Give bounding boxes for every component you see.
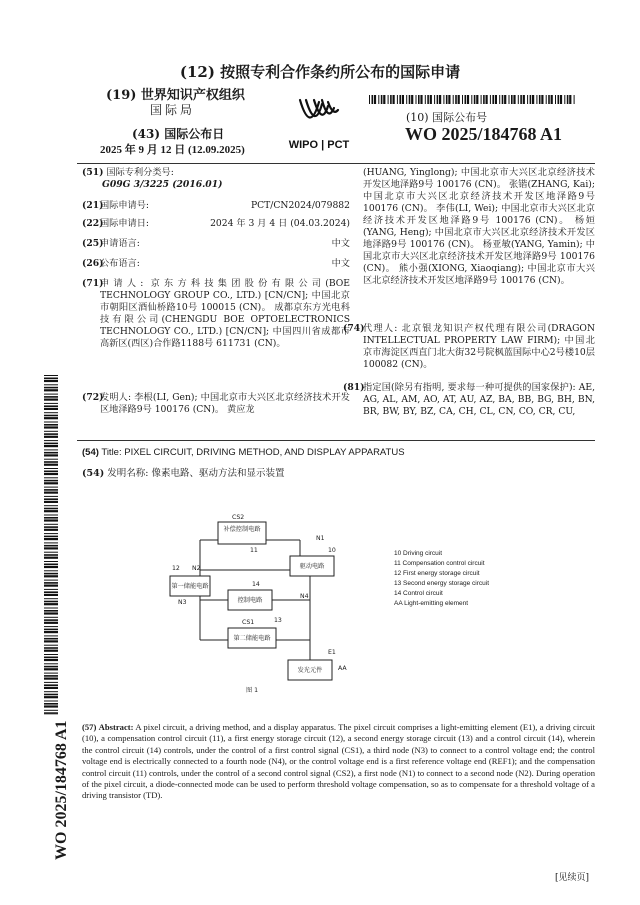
barcode-bar bbox=[474, 95, 476, 104]
first-storage-label: 第一储能电路 bbox=[171, 583, 209, 590]
barcode-bar bbox=[548, 95, 550, 104]
node-n3: N3 bbox=[178, 599, 187, 606]
barcode-bar bbox=[44, 524, 58, 525]
barcode-bar bbox=[486, 95, 488, 104]
barcode-bar bbox=[402, 95, 404, 104]
biblio-divider bbox=[77, 440, 595, 441]
barcode-bar bbox=[569, 95, 571, 104]
barcode-bar bbox=[44, 612, 58, 614]
barcode-bar bbox=[44, 626, 58, 627]
barcode-bar bbox=[44, 542, 58, 543]
barcode-bar bbox=[44, 533, 58, 534]
inventor-number: (72) bbox=[82, 392, 104, 403]
barcode-bar bbox=[44, 682, 58, 683]
barcode-bar bbox=[44, 515, 58, 516]
barcode-bar bbox=[44, 536, 58, 538]
barcode-bar bbox=[44, 517, 58, 519]
barcode-bar bbox=[44, 617, 58, 618]
barcode-bar bbox=[446, 95, 448, 104]
barcode-bar bbox=[523, 95, 525, 104]
barcode-bar bbox=[44, 412, 58, 413]
figure-caption: 图 1 bbox=[246, 687, 259, 694]
barcode-bar bbox=[383, 95, 385, 104]
barcode-bar bbox=[44, 394, 58, 395]
barcode-bar bbox=[44, 498, 58, 500]
agent-number: (74) bbox=[343, 323, 365, 334]
barcode-bar bbox=[393, 95, 395, 104]
compensation-control-label: 补偿控制电路 bbox=[223, 526, 261, 533]
side-publication-number: WO 2025/184768 A1 bbox=[53, 720, 70, 860]
title-en-number: (54) bbox=[82, 447, 99, 458]
barcode-bar bbox=[44, 538, 58, 540]
ref-aa: AA bbox=[338, 665, 347, 672]
circuit-diagram bbox=[160, 510, 360, 695]
node-n2: N2 bbox=[192, 565, 201, 572]
barcode-bar bbox=[44, 589, 58, 590]
barcode-bar bbox=[44, 608, 58, 609]
barcode-bar bbox=[44, 657, 58, 659]
barcode-bar bbox=[532, 95, 534, 104]
barcode-bar bbox=[44, 464, 58, 466]
barcode-bar bbox=[44, 668, 58, 670]
agent-field bbox=[343, 323, 595, 371]
barcode-bar bbox=[390, 95, 392, 104]
barcode-bar bbox=[425, 95, 426, 104]
barcode-bar bbox=[44, 666, 58, 668]
barcode-bar bbox=[481, 95, 482, 104]
barcode-bar bbox=[530, 95, 532, 104]
barcode-bar bbox=[574, 95, 575, 104]
barcode-bar bbox=[44, 480, 58, 482]
barcode-bar bbox=[453, 95, 454, 104]
ipc-field bbox=[82, 167, 352, 191]
legend-item: 12 First energy storage circuit bbox=[394, 570, 480, 577]
driving-circuit-label: 驱动电路 bbox=[299, 563, 325, 570]
ref-e1: E1 bbox=[328, 649, 336, 656]
barcode-bar bbox=[44, 591, 58, 593]
barcode-bar bbox=[492, 95, 494, 104]
row-number: (26) bbox=[82, 258, 104, 269]
row-value: PCT/CN2024/079882 bbox=[250, 200, 350, 211]
ipc-number: (51) bbox=[82, 167, 104, 178]
barcode-bar bbox=[44, 678, 58, 680]
barcode-bar bbox=[44, 477, 58, 478]
barcode-bar bbox=[520, 95, 522, 104]
abstract-text: A pixel circuit, a driving method, and a display apparatus. The pixel circuit comprises a light-emitting element (E1), a driving circuit (10), a compensation control circuit (11), a first energy storage circuit (12), a second energy storage circuit (13) and a control circuit (14), wherein the control circuit (14) controls, under the control of a first control signal (CS1), a third node (N3) to connect to a control voltage end; the control voltage end is electrically connected to a fourth node (N4), or the control voltage end is a first reference voltage end (REF1); and the compensation control circuit (11) controls, under the control of a second control signal (CS2), a first node (N1) to connect to a second node (N2). During operation of the pixel circuit, a diode-connected mode can be used to perform threshold voltage compensation, so as to compensate for a threshold voltage of a driving transistor (TD). bbox=[82, 722, 595, 801]
barcode-bar bbox=[44, 673, 58, 674]
title-english bbox=[82, 447, 405, 458]
barcode-bar bbox=[44, 459, 58, 460]
barcode-bar bbox=[44, 378, 58, 380]
designated-states-field bbox=[343, 382, 595, 418]
applicant-text: 申请人: 京东方科技集团股份有限公司(BOE TECHNOLOGY GROUP CO., LTD.) [CN/CN]; 中国北京市朝阳区酒仙桥路10号 100015 (CN)。 成都京东方光电科技有限公司(CHENGDU BOE OPTOELECTRONICS TECHNOLOGY CO., LTD.) [CN/CN]; 中国四川省成都市高新区(西区)合作路1188号 611731 (CN)。 bbox=[100, 278, 350, 349]
barcode-bar bbox=[44, 631, 58, 633]
barcode-bar bbox=[44, 519, 58, 521]
barcode-bar bbox=[567, 95, 569, 104]
barcode-bar bbox=[44, 594, 58, 596]
barcode-bar bbox=[44, 650, 58, 652]
barcode-bar bbox=[44, 436, 58, 438]
title-chinese bbox=[82, 465, 284, 479]
barcode-bar bbox=[518, 95, 519, 104]
barcode-top bbox=[369, 95, 575, 104]
application-number-row bbox=[82, 200, 350, 212]
barcode-bar bbox=[465, 95, 467, 104]
row-number: (21) bbox=[82, 200, 104, 211]
barcode-bar bbox=[44, 629, 58, 631]
barcode-bar bbox=[44, 396, 58, 398]
barcode-bar bbox=[44, 487, 58, 488]
legend-item: 11 Compensation control circuit bbox=[394, 560, 485, 567]
barcode-bar bbox=[44, 417, 58, 419]
row-number: (22) bbox=[82, 218, 104, 229]
row-label: 国际申请号: bbox=[100, 200, 150, 211]
node-cs2: CS2 bbox=[232, 514, 245, 521]
barcode-bar bbox=[399, 95, 401, 104]
barcode-bar bbox=[44, 468, 58, 469]
barcode-bar bbox=[555, 95, 556, 104]
barcode-bar bbox=[44, 508, 58, 510]
barcode-side bbox=[44, 375, 58, 715]
barcode-bar bbox=[546, 95, 547, 104]
barcode-bar bbox=[44, 712, 58, 714]
barcode-bar bbox=[44, 610, 58, 612]
barcode-bar bbox=[44, 433, 58, 435]
barcode-bar bbox=[44, 557, 58, 559]
barcode-bar bbox=[369, 95, 370, 104]
barcode-bar bbox=[44, 564, 58, 566]
barcode-bar bbox=[44, 505, 58, 506]
legend-item: AA Light-emitting element bbox=[394, 600, 469, 607]
barcode-bar bbox=[44, 701, 58, 702]
node-n4: N4 bbox=[300, 593, 309, 600]
barcode-bar bbox=[44, 408, 58, 410]
row-label: 公布语言: bbox=[100, 258, 140, 269]
barcode-bar bbox=[44, 573, 58, 575]
barcode-bar bbox=[44, 696, 58, 698]
barcode-bar bbox=[458, 95, 460, 104]
legend-item: 10 Driving circuit bbox=[394, 550, 443, 557]
barcode-bar bbox=[44, 452, 58, 454]
title-zh-text: 发明名称: 像素电路、驱动方法和显示装置 bbox=[107, 468, 285, 479]
barcode-bar bbox=[44, 645, 58, 646]
barcode-bar bbox=[418, 95, 420, 104]
barcode-bar bbox=[483, 95, 485, 104]
barcode-bar bbox=[44, 422, 58, 423]
barcode-bar bbox=[448, 95, 450, 104]
barcode-bar bbox=[416, 95, 417, 104]
barcode-bar bbox=[44, 585, 58, 587]
abstract bbox=[82, 722, 595, 802]
barcode-bar bbox=[397, 95, 398, 104]
barcode-bar bbox=[44, 640, 58, 642]
barcode-bar bbox=[44, 684, 58, 686]
light-element-label: 发光元件 bbox=[297, 667, 323, 674]
publication-date-label: (43) 国际公布日 bbox=[132, 127, 225, 141]
barcode-bar bbox=[44, 415, 58, 417]
barcode-bar bbox=[44, 603, 58, 605]
barcode-bar bbox=[44, 687, 58, 689]
row-label: 申请语言: bbox=[100, 238, 140, 249]
barcode-bar bbox=[406, 95, 407, 104]
barcode-bar bbox=[44, 471, 58, 473]
barcode-bar bbox=[502, 95, 504, 104]
barcode-bar bbox=[44, 638, 58, 640]
barcode-bar bbox=[378, 95, 379, 104]
barcode-bar bbox=[44, 510, 58, 512]
barcode-bar bbox=[44, 545, 58, 547]
barcode-bar bbox=[558, 95, 560, 104]
publication-language-row bbox=[82, 258, 350, 270]
barcode-bar bbox=[44, 399, 58, 401]
barcode-bar bbox=[44, 575, 58, 577]
barcode-bar bbox=[427, 95, 429, 104]
barcode-bar bbox=[44, 635, 58, 636]
barcode-bar bbox=[44, 705, 58, 707]
barcode-bar bbox=[44, 647, 58, 649]
ref-14: 14 bbox=[252, 581, 260, 588]
barcode-bar bbox=[44, 501, 58, 503]
barcode-bar bbox=[44, 424, 58, 426]
barcode-bar bbox=[439, 95, 441, 104]
barcode-bar bbox=[44, 570, 58, 571]
barcode-bar bbox=[44, 554, 58, 556]
second-storage-label: 第二储能电路 bbox=[233, 635, 271, 642]
barcode-bar bbox=[44, 659, 58, 661]
barcode-bar bbox=[44, 405, 58, 407]
wipo-logo bbox=[270, 94, 368, 152]
bureau-name: 国际局 bbox=[150, 103, 196, 117]
barcode-bar bbox=[551, 95, 553, 104]
barcode-bar bbox=[44, 622, 58, 624]
barcode-bar bbox=[44, 619, 58, 621]
barcode-bar bbox=[381, 95, 383, 104]
states-number: (81) bbox=[343, 382, 365, 393]
barcode-bar bbox=[44, 675, 58, 677]
barcode-bar bbox=[44, 663, 58, 664]
legend-item: 13 Second energy storage circuit bbox=[394, 580, 490, 587]
row-value: 2024 年 3 月 4 日 (04.03.2024) bbox=[210, 218, 350, 229]
barcode-bar bbox=[541, 95, 543, 104]
barcode-bar bbox=[44, 403, 58, 404]
barcode-bar bbox=[471, 95, 472, 104]
barcode-bar bbox=[411, 95, 413, 104]
barcode-bar bbox=[44, 598, 58, 599]
row-value: 中文 bbox=[331, 238, 350, 249]
barcode-bar bbox=[44, 375, 58, 376]
barcode-bar bbox=[44, 454, 58, 456]
barcode-bar bbox=[44, 654, 58, 655]
continued-note: [见续页] bbox=[555, 873, 590, 883]
barcode-bar bbox=[44, 703, 58, 705]
barcode-bar bbox=[511, 95, 513, 104]
header-divider bbox=[77, 163, 595, 164]
barcode-bar bbox=[499, 95, 500, 104]
inventor-text: 发明人: 李根(LI, Gen); 中国北京市大兴区北京经济技术开发区地泽路9号 100176 (CN)。 黄应龙 bbox=[100, 392, 350, 415]
barcode-bar bbox=[44, 694, 58, 696]
barcode-bar bbox=[44, 461, 58, 463]
filing-date-row bbox=[82, 218, 350, 230]
applicant-number: (71) bbox=[82, 278, 104, 289]
barcode-bar bbox=[44, 580, 58, 581]
barcode-bar bbox=[490, 95, 491, 104]
abstract-number: (57) bbox=[82, 722, 97, 732]
barcode-bar bbox=[388, 95, 389, 104]
barcode-bar bbox=[437, 95, 439, 104]
wipo-logo-text: WIPO | PCT bbox=[288, 139, 350, 151]
barcode-bar bbox=[495, 95, 497, 104]
barcode-bar bbox=[504, 95, 506, 104]
barcode-bar bbox=[44, 710, 58, 711]
ref-10: 10 bbox=[328, 547, 336, 554]
barcode-bar bbox=[536, 95, 537, 104]
barcode-bar bbox=[44, 384, 58, 385]
barcode-bar bbox=[44, 529, 58, 531]
inventor-field bbox=[82, 392, 350, 416]
barcode-bar bbox=[44, 380, 58, 382]
barcode-bar bbox=[467, 95, 469, 104]
barcode-bar bbox=[420, 95, 422, 104]
barcode-bar bbox=[430, 95, 432, 104]
barcode-bar bbox=[44, 492, 58, 494]
barcode-bar bbox=[44, 482, 58, 484]
publication-date: 2025 年 9 月 12 日 (12.09.2025) bbox=[100, 144, 245, 156]
publication-number: WO 2025/184768 A1 bbox=[405, 124, 563, 144]
filing-language-row bbox=[82, 238, 350, 250]
row-value: 中文 bbox=[331, 258, 350, 269]
barcode-bar bbox=[434, 95, 435, 104]
barcode-bar bbox=[462, 95, 463, 104]
barcode-bar bbox=[44, 387, 58, 389]
barcode-bar bbox=[44, 431, 58, 432]
barcode-bar bbox=[44, 582, 58, 584]
barcode-bar bbox=[44, 552, 58, 553]
abstract-label: Abstract: bbox=[98, 722, 134, 732]
barcode-bar bbox=[44, 496, 58, 497]
barcode-bar bbox=[44, 440, 58, 441]
states-text: 指定国(除另有指明, 要求每一种可提供的国家保护): AE, AG, AL, AM, AO, AT, AU, AZ, BA, BB, BG, BH, BN, BR, BW, BY, BZ, CA, CH, CL, CN, CO, CR, CU, bbox=[363, 382, 595, 417]
barcode-bar bbox=[44, 547, 58, 549]
barcode-bar bbox=[509, 95, 510, 104]
ref-12: 12 bbox=[172, 565, 180, 572]
barcode-bar bbox=[409, 95, 411, 104]
node-n1: N1 bbox=[316, 535, 325, 542]
organization-name: (19) 世界知识产权组织 bbox=[106, 88, 245, 103]
barcode-bar bbox=[564, 95, 565, 104]
legend-item: 14 Control circuit bbox=[394, 590, 443, 597]
control-circuit-label: 控制电路 bbox=[237, 597, 263, 604]
document-title: (12) 按照专利合作条约所公布的国际申请 bbox=[179, 63, 461, 81]
ipc-value: G09G 3/3225 (2016.01) bbox=[102, 179, 223, 190]
title-zh-number: (54) bbox=[82, 468, 105, 479]
node-cs1: CS1 bbox=[242, 619, 255, 626]
barcode-bar bbox=[44, 389, 58, 391]
barcode-bar bbox=[44, 449, 58, 450]
barcode-bar bbox=[455, 95, 457, 104]
ref-11: 11 bbox=[250, 547, 258, 554]
barcode-bar bbox=[44, 426, 58, 428]
barcode-bar bbox=[44, 691, 58, 692]
barcode-bar bbox=[44, 601, 58, 603]
applicant-field bbox=[82, 278, 350, 350]
barcode-bar bbox=[372, 95, 374, 104]
barcode-bar bbox=[476, 95, 478, 104]
barcode-bar bbox=[443, 95, 444, 104]
row-number: (25) bbox=[82, 238, 104, 249]
agent-text: 代理人: 北京银龙知识产权代理有限公司(DRAGON INTELLECTUAL PROPERTY LAW FIRM); 中国北京市海淀区西直门北大街32号院枫蓝国际中心2号楼10层 100082 (CN)。 bbox=[363, 323, 595, 370]
barcode-bar bbox=[44, 566, 58, 568]
publication-number-label: (10) 国际公布号 bbox=[406, 111, 488, 124]
title-en-text: Title: PIXEL CIRCUIT, DRIVING METHOD, AND DISPLAY APPARATUS bbox=[101, 447, 405, 458]
row-label: 国际申请日: bbox=[100, 218, 150, 229]
figure-legend bbox=[394, 549, 489, 609]
barcode-bar bbox=[374, 95, 376, 104]
inventor-continued: (HUANG, Yinglong); 中国北京市大兴区北京经济技术开发区地泽路9号 100176 (CN)。 张锴(ZHANG, Kai); 中国北京市大兴区北京经济技术开发区地泽路9号 100176 (CN)。 李伟(LI, Wei); 中国北京市大兴区北京经济技术开发区地泽路9号 100176 (CN)。 杨姮(YANG, Heng); 中国北京市大兴区北京经济技术开发区地泽路9号 100176 (CN)。 杨亚敏(YANG, Yamin); 中国北京市大兴区北京经济技术开发区地泽路9号 100176 (CN)。 熊小强(XIONG, Xiaoqiang); 中国北京市大兴区北京经济技术开发区地泽路9号 100176 (CN)。 bbox=[363, 167, 595, 286]
barcode-bar bbox=[560, 95, 562, 104]
barcode-bar bbox=[44, 443, 58, 445]
barcode-bar bbox=[44, 473, 58, 475]
barcode-bar bbox=[527, 95, 528, 104]
barcode-bar bbox=[44, 445, 58, 447]
barcode-bar bbox=[44, 489, 58, 491]
barcode-bar bbox=[539, 95, 541, 104]
barcode-bar bbox=[44, 561, 58, 562]
ipc-label: 国际专利分类号: bbox=[106, 167, 174, 178]
barcode-bar bbox=[44, 526, 58, 528]
ref-13: 13 bbox=[274, 617, 282, 624]
barcode-bar bbox=[513, 95, 515, 104]
